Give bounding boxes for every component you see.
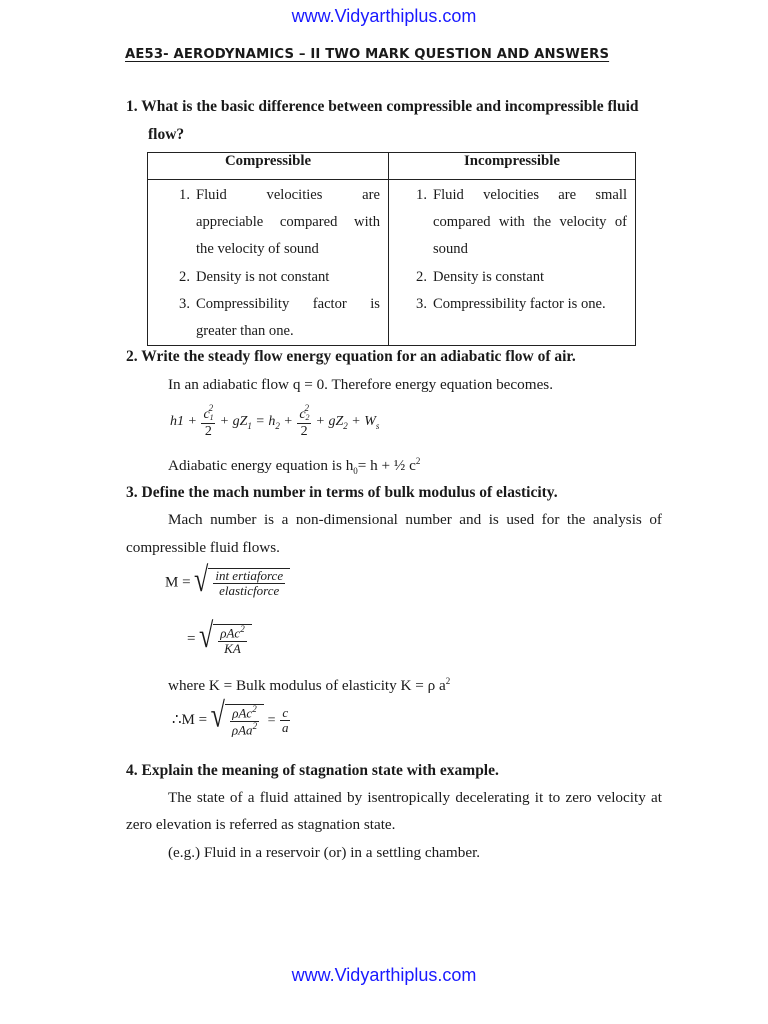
question-3: 3. Define the mach number in terms of bulk modulus of elasticity. (126, 484, 558, 501)
q4-example: (e.g.) Fluid in a reservoir (or) in a settling chamber. (168, 844, 481, 861)
item-number: 2. (179, 268, 190, 285)
mach-label: M = (165, 574, 191, 591)
list-item (148, 291, 380, 345)
list-item (389, 264, 627, 291)
list-item (389, 182, 627, 264)
table-body-row (148, 180, 636, 346)
q3-text-line-2: compressible fluid flows. (126, 539, 280, 556)
item-number: 3. (416, 295, 427, 312)
question-2: 2. Write the steady flow energy equation for an adiabatic flow of air. (126, 348, 576, 365)
item-text: Density is not constant (196, 268, 330, 285)
q4-text-line-1: The state of a fluid attained by isentropically decelerating it to zero velocity at (168, 789, 662, 806)
item-text: the velocity of sound (196, 241, 319, 258)
mach-final-equation: ∴M = √ $\frac{\rho Ac^2}{\rho Aa^2}$ = $\frac{c}{a}$ (172, 695, 289, 737)
item-text: appreciable compared with (196, 214, 380, 231)
energy-equation: h1 + $\frac{c_1^2}{2}$ + $gZ_1 = h_2$ + $\frac{c_2^2}{2}$ + $gZ_2 + W_s$ (170, 403, 380, 439)
adiabatic-energy-result (168, 456, 420, 476)
equals-sign: = (187, 631, 196, 648)
where-superscript: 2 (445, 676, 451, 686)
bulk-modulus-definition (168, 676, 450, 695)
item-number: 1. (416, 187, 427, 203)
item-text: Compressibility factor is one. (433, 295, 606, 312)
elastic-force-text: elasticforce (219, 583, 280, 599)
q4-text-line-2: zero elevation is referred as stagnation state. (126, 816, 396, 833)
item-number: 3. (179, 295, 190, 312)
question-1-line-1: 1. What is the basic difference between compressible and incompressible fluid (126, 98, 639, 115)
result-middle: = h + ½ c (357, 457, 416, 475)
header-compressible: Compressible (148, 153, 389, 180)
compressible-cell (148, 180, 389, 346)
therefore-label: ∴M = (172, 711, 208, 728)
incompressible-cell (389, 180, 636, 346)
table-header-row (148, 153, 636, 180)
comparison-table (147, 152, 636, 346)
list-item (389, 291, 627, 318)
item-text: greater than one. (196, 323, 294, 340)
footer-site-link[interactable]: www.Vidyarthiplus.com (291, 965, 477, 985)
header-site-link[interactable]: www.Vidyarthiplus.com (291, 6, 477, 26)
item-text: sound (433, 241, 468, 258)
inertia-force-text: int ertiaforce (215, 568, 284, 583)
result-superscript: 2 (415, 456, 421, 466)
document-title: AE53- AERODYNAMICS – II TWO MARK QUESTION AND ANSWERS (125, 47, 610, 62)
mach-density-form: = √ $\frac{\rho Ac^2}{KA}$ (187, 624, 252, 656)
where-prefix: where K = Bulk modulus of elasticity K = ρ a (168, 677, 446, 695)
result-subscript: 0 (353, 466, 358, 477)
q2-text: In an adiabatic flow q = 0. Therefore energy equation becomes. (168, 376, 554, 393)
item-text: compared with the velocity of (433, 214, 627, 231)
item-text: Compressibility factor is (196, 295, 380, 312)
list-item (148, 264, 380, 291)
result-prefix: Adiabatic energy equation is h (168, 457, 354, 475)
q3-text-line-1: Mach number is a non-dimensional number and is used for the analysis of (168, 511, 662, 528)
item-number: 1. (179, 187, 190, 203)
item-text: Density is constant (433, 268, 545, 285)
question-4: 4. Explain the meaning of stagnation state with example. (126, 762, 499, 779)
header-incompressible: Incompressible (389, 153, 636, 180)
item-number: 2. (416, 268, 427, 285)
item-text: Fluid velocities are small (433, 187, 627, 203)
item-text: Fluid velocities are (196, 187, 380, 203)
question-1-line-2: flow? (148, 126, 185, 143)
list-item (148, 182, 380, 264)
mach-definition: M = √ $\frac{\text{int ertiaforce}}{\text{elasticforce}}$ (165, 568, 290, 599)
